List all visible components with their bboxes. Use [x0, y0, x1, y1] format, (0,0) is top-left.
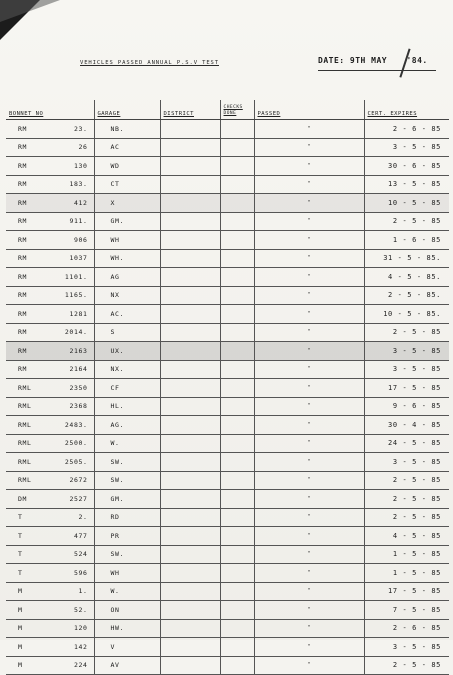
header-passed: PASSED — [254, 100, 364, 120]
checks-done-cell — [220, 638, 254, 657]
table-row — [6, 582, 449, 601]
district-cell — [160, 231, 220, 250]
garage-cell: AC — [94, 138, 160, 157]
bonnet-no-cell — [6, 582, 94, 601]
passed-cell: " — [254, 194, 364, 213]
checks-done-cell — [220, 194, 254, 213]
cert-expires-cell: 4 - 5 - 85 — [364, 527, 449, 546]
table-row — [6, 231, 449, 250]
checks-done-cell — [220, 490, 254, 509]
bonnet-no-cell — [6, 194, 94, 213]
cert-expires-cell: 17 - 5 - 85 — [364, 582, 449, 601]
bonnet-no-cell — [6, 397, 94, 416]
bonnet-number: 596 — [73, 568, 88, 577]
bonnet-no-cell — [6, 249, 94, 268]
bonnet-prefix: M — [18, 624, 23, 633]
date-label: DATE: 9TH MAY — [318, 56, 388, 65]
district-cell — [160, 434, 220, 453]
district-cell — [160, 194, 220, 213]
bonnet-number: 2672 — [69, 476, 88, 485]
district-cell — [160, 397, 220, 416]
passed-cell: " — [254, 379, 364, 398]
bonnet-no-cell — [6, 656, 94, 675]
table-row — [6, 397, 449, 416]
garage-cell: SW. — [94, 453, 160, 472]
district-cell — [160, 638, 220, 657]
district-cell — [160, 212, 220, 231]
district-cell — [160, 656, 220, 675]
garage-cell: WH. — [94, 249, 160, 268]
passed-cell: " — [254, 564, 364, 583]
table-row — [6, 601, 449, 620]
passed-cell: " — [254, 471, 364, 490]
table-row — [6, 212, 449, 231]
bonnet-no-cell — [6, 305, 94, 324]
cert-expires-cell: 2 - 5 - 85 — [364, 656, 449, 675]
table-body — [6, 120, 449, 675]
cert-expires-cell: 10 - 5 - 85. — [364, 305, 449, 324]
district-cell — [160, 249, 220, 268]
passed-cell: " — [254, 323, 364, 342]
garage-cell: W. — [94, 582, 160, 601]
passed-cell: " — [254, 360, 364, 379]
bonnet-prefix: M — [18, 661, 23, 670]
cert-expires-cell: 2 - 6 - 85 — [364, 120, 449, 139]
bonnet-number: 2164 — [69, 365, 88, 374]
bonnet-prefix: RML — [18, 383, 32, 392]
passed-cell: " — [254, 527, 364, 546]
passed-cell: " — [254, 286, 364, 305]
checks-done-cell — [220, 212, 254, 231]
checks-done-cell — [220, 397, 254, 416]
checks-done-cell — [220, 416, 254, 435]
passed-cell: " — [254, 175, 364, 194]
table-row — [6, 268, 449, 287]
garage-cell: GM. — [94, 212, 160, 231]
passed-cell: " — [254, 138, 364, 157]
table-row — [6, 249, 449, 268]
bonnet-number: 2014. — [64, 328, 88, 337]
bonnet-no-cell — [6, 453, 94, 472]
checks-done-cell — [220, 231, 254, 250]
passed-cell: " — [254, 305, 364, 324]
checks-done-cell — [220, 434, 254, 453]
district-cell — [160, 545, 220, 564]
bonnet-number: 477 — [73, 531, 88, 540]
bonnet-number: 2163 — [69, 346, 88, 355]
header-district: DISTRICT — [160, 100, 220, 120]
cert-expires-cell: 2 - 6 - 85 — [364, 619, 449, 638]
checks-done-cell — [220, 138, 254, 157]
garage-cell: W. — [94, 434, 160, 453]
bonnet-number: 1. — [78, 587, 88, 596]
cert-expires-cell: 2 - 5 - 85 — [364, 508, 449, 527]
header-garage: GARAGE — [94, 100, 160, 120]
checks-done-cell — [220, 175, 254, 194]
checks-done-cell — [220, 342, 254, 361]
bonnet-no-cell — [6, 527, 94, 546]
bonnet-number: 120 — [73, 624, 88, 633]
bonnet-prefix: RML — [18, 457, 32, 466]
garage-cell: V — [94, 638, 160, 657]
passed-cell: " — [254, 397, 364, 416]
bonnet-prefix: T — [18, 531, 23, 540]
bonnet-prefix: RM — [18, 124, 28, 133]
passed-cell: " — [254, 545, 364, 564]
bonnet-prefix: RM — [18, 180, 28, 189]
bonnet-prefix: RM — [18, 309, 28, 318]
table-row — [6, 564, 449, 583]
garage-cell: SW. — [94, 545, 160, 564]
table-row — [6, 286, 449, 305]
passed-cell: " — [254, 231, 364, 250]
district-cell — [160, 286, 220, 305]
bonnet-no-cell — [6, 638, 94, 657]
table-row — [6, 471, 449, 490]
cert-expires-cell: 1 - 5 - 85 — [364, 564, 449, 583]
bonnet-number: 524 — [73, 550, 88, 559]
garage-cell: X — [94, 194, 160, 213]
bonnet-prefix: RML — [18, 402, 32, 411]
district-cell — [160, 564, 220, 583]
bonnet-prefix: RM — [18, 235, 28, 244]
checks-done-cell — [220, 379, 254, 398]
checks-done-cell — [220, 120, 254, 139]
table-row — [6, 656, 449, 675]
district-cell — [160, 527, 220, 546]
cert-expires-cell: 3 - 5 - 85 — [364, 360, 449, 379]
district-cell — [160, 360, 220, 379]
garage-cell: WH — [94, 231, 160, 250]
bonnet-no-cell — [6, 286, 94, 305]
district-cell — [160, 601, 220, 620]
garage-cell: HL. — [94, 397, 160, 416]
bonnet-prefix: T — [18, 550, 23, 559]
passed-cell: " — [254, 490, 364, 509]
header-checks-done: CHECKS DONE — [220, 100, 254, 120]
cert-expires-cell: 13 - 5 - 85 — [364, 175, 449, 194]
cert-expires-cell: 10 - 5 - 85 — [364, 194, 449, 213]
passed-cell: " — [254, 601, 364, 620]
table-row — [6, 120, 449, 139]
district-cell — [160, 582, 220, 601]
checks-done-cell — [220, 582, 254, 601]
table-row — [6, 342, 449, 361]
bonnet-no-cell — [6, 619, 94, 638]
district-cell — [160, 508, 220, 527]
bonnet-number: 1037 — [69, 254, 88, 263]
district-cell — [160, 619, 220, 638]
bonnet-number: 412 — [73, 198, 88, 207]
bonnet-number: 130 — [73, 161, 88, 170]
garage-cell: NX. — [94, 360, 160, 379]
bonnet-no-cell — [6, 416, 94, 435]
bonnet-prefix: RM — [18, 365, 28, 374]
bonnet-prefix: T — [18, 568, 23, 577]
checks-done-cell — [220, 157, 254, 176]
bonnet-number: 1101. — [64, 272, 88, 281]
garage-cell: WH — [94, 564, 160, 583]
bonnet-no-cell — [6, 120, 94, 139]
table-row — [6, 545, 449, 564]
garage-cell: AC. — [94, 305, 160, 324]
cert-expires-cell: 1 - 6 - 85 — [364, 231, 449, 250]
garage-cell: CF — [94, 379, 160, 398]
cert-expires-cell: 24 - 5 - 85 — [364, 434, 449, 453]
passed-cell: " — [254, 638, 364, 657]
table-row — [6, 508, 449, 527]
passed-cell: " — [254, 434, 364, 453]
bonnet-number: 2483. — [64, 420, 88, 429]
cert-expires-cell: 17 - 5 - 85 — [364, 379, 449, 398]
district-cell — [160, 175, 220, 194]
table-row — [6, 434, 449, 453]
cert-expires-cell: 2 - 5 - 85. — [364, 286, 449, 305]
bonnet-number: 2500. — [64, 439, 88, 448]
district-cell — [160, 342, 220, 361]
checks-done-cell — [220, 564, 254, 583]
cert-expires-cell: 1 - 5 - 85 — [364, 545, 449, 564]
bonnet-number: 2527 — [69, 494, 88, 503]
checks-done-cell — [220, 471, 254, 490]
garage-cell: AV — [94, 656, 160, 675]
bonnet-prefix: DM — [18, 494, 28, 503]
checks-done-cell — [220, 545, 254, 564]
bonnet-prefix: RM — [18, 198, 28, 207]
checks-done-cell — [220, 305, 254, 324]
bonnet-no-cell — [6, 268, 94, 287]
passed-cell: " — [254, 453, 364, 472]
bonnet-number: 1281 — [69, 309, 88, 318]
checks-done-cell — [220, 360, 254, 379]
table-row — [6, 138, 449, 157]
table-row — [6, 416, 449, 435]
passed-cell: " — [254, 619, 364, 638]
bonnet-number: 224 — [73, 661, 88, 670]
bonnet-prefix: RM — [18, 161, 28, 170]
bonnet-no-cell — [6, 490, 94, 509]
bonnet-prefix: RML — [18, 439, 32, 448]
checks-done-cell — [220, 619, 254, 638]
bonnet-number: 906 — [73, 235, 88, 244]
bonnet-prefix: RM — [18, 254, 28, 263]
bonnet-no-cell — [6, 157, 94, 176]
document-date — [318, 56, 443, 65]
cert-expires-cell: 31 - 5 - 85. — [364, 249, 449, 268]
bonnet-number: 1165. — [64, 291, 88, 300]
date-year: '84. — [406, 56, 428, 65]
cert-expires-cell: 30 - 4 - 85 — [364, 416, 449, 435]
passed-cell: " — [254, 342, 364, 361]
passed-cell: " — [254, 120, 364, 139]
bonnet-number: 911. — [69, 217, 88, 226]
district-cell — [160, 305, 220, 324]
table-row — [6, 157, 449, 176]
table-header-row — [6, 100, 449, 120]
scan-corner-fold — [0, 0, 60, 22]
garage-cell: UX. — [94, 342, 160, 361]
bonnet-no-cell — [6, 138, 94, 157]
passed-cell: " — [254, 656, 364, 675]
district-cell — [160, 379, 220, 398]
checks-done-cell — [220, 656, 254, 675]
bonnet-no-cell — [6, 323, 94, 342]
passed-cell: " — [254, 416, 364, 435]
cert-expires-cell: 2 - 5 - 85 — [364, 212, 449, 231]
district-cell — [160, 268, 220, 287]
garage-cell: CT — [94, 175, 160, 194]
bonnet-prefix: RML — [18, 476, 32, 485]
date-underline — [318, 70, 436, 71]
bonnet-no-cell — [6, 564, 94, 583]
district-cell — [160, 490, 220, 509]
bonnet-no-cell — [6, 212, 94, 231]
garage-cell: WD — [94, 157, 160, 176]
header-bonnet-no: BONNET NO — [6, 100, 94, 120]
garage-cell: S — [94, 323, 160, 342]
bonnet-no-cell — [6, 379, 94, 398]
district-cell — [160, 453, 220, 472]
bonnet-no-cell — [6, 508, 94, 527]
garage-cell: NX — [94, 286, 160, 305]
district-cell — [160, 323, 220, 342]
table-row — [6, 638, 449, 657]
passed-cell: " — [254, 249, 364, 268]
table-row — [6, 323, 449, 342]
table-row — [6, 527, 449, 546]
cert-expires-cell: 3 - 5 - 85 — [364, 138, 449, 157]
garage-cell: AG — [94, 268, 160, 287]
bonnet-prefix: RM — [18, 346, 28, 355]
cert-expires-cell: 7 - 5 - 85 — [364, 601, 449, 620]
bonnet-number: 23. — [73, 124, 88, 133]
table-row — [6, 305, 449, 324]
checks-done-cell — [220, 601, 254, 620]
garage-cell: PR — [94, 527, 160, 546]
checks-done-cell — [220, 286, 254, 305]
table-row — [6, 175, 449, 194]
garage-cell: SW. — [94, 471, 160, 490]
bonnet-number: 52. — [73, 605, 88, 614]
passed-cell: " — [254, 212, 364, 231]
bonnet-number: 183. — [69, 180, 88, 189]
checks-done-cell — [220, 249, 254, 268]
bonnet-no-cell — [6, 601, 94, 620]
bonnet-number: 26 — [78, 143, 88, 152]
bonnet-number: 2. — [78, 513, 88, 522]
checks-done-cell — [220, 453, 254, 472]
cert-expires-cell: 9 - 6 - 85 — [364, 397, 449, 416]
bonnet-no-cell — [6, 471, 94, 490]
bonnet-number: 142 — [73, 642, 88, 651]
cert-expires-cell: 4 - 5 - 85. — [364, 268, 449, 287]
district-cell — [160, 157, 220, 176]
bonnet-prefix: T — [18, 513, 23, 522]
vehicle-test-table — [6, 100, 449, 675]
garage-cell: HW. — [94, 619, 160, 638]
bonnet-prefix: M — [18, 587, 23, 596]
garage-cell: GM. — [94, 490, 160, 509]
bonnet-no-cell — [6, 231, 94, 250]
cert-expires-cell: 3 - 5 - 85 — [364, 638, 449, 657]
bonnet-no-cell — [6, 360, 94, 379]
bonnet-prefix: RM — [18, 272, 28, 281]
bonnet-no-cell — [6, 175, 94, 194]
district-cell — [160, 120, 220, 139]
passed-cell: " — [254, 582, 364, 601]
garage-cell: ON — [94, 601, 160, 620]
checks-done-cell — [220, 268, 254, 287]
bonnet-prefix: M — [18, 605, 23, 614]
table-row — [6, 619, 449, 638]
bonnet-number: 2350 — [69, 383, 88, 392]
checks-done-cell — [220, 508, 254, 527]
bonnet-prefix: RM — [18, 291, 28, 300]
cert-expires-cell: 3 - 5 - 85 — [364, 342, 449, 361]
checks-done-cell — [220, 323, 254, 342]
table-row — [6, 453, 449, 472]
bonnet-prefix: M — [18, 642, 23, 651]
garage-cell: NB. — [94, 120, 160, 139]
document-title: VEHICLES PASSED ANNUAL P.S.V TEST — [80, 60, 219, 66]
cert-expires-cell: 2 - 5 - 85 — [364, 323, 449, 342]
table-row — [6, 360, 449, 379]
cert-expires-cell: 2 - 5 - 85 — [364, 471, 449, 490]
garage-cell: RD — [94, 508, 160, 527]
bonnet-number: 2505. — [64, 457, 88, 466]
table-row — [6, 379, 449, 398]
passed-cell: " — [254, 508, 364, 527]
district-cell — [160, 416, 220, 435]
cert-expires-cell: 3 - 5 - 85 — [364, 453, 449, 472]
bonnet-number: 2368 — [69, 402, 88, 411]
passed-cell: " — [254, 268, 364, 287]
table-row — [6, 490, 449, 509]
bonnet-no-cell — [6, 434, 94, 453]
bonnet-prefix: RM — [18, 328, 28, 337]
district-cell — [160, 138, 220, 157]
checks-done-cell — [220, 527, 254, 546]
district-cell — [160, 471, 220, 490]
header-cert-expires: CERT. EXPIRES — [364, 100, 449, 120]
bonnet-no-cell — [6, 545, 94, 564]
cert-expires-cell: 2 - 5 - 85 — [364, 490, 449, 509]
table-row — [6, 194, 449, 213]
bonnet-no-cell — [6, 342, 94, 361]
cert-expires-cell: 30 - 6 - 85 — [364, 157, 449, 176]
bonnet-prefix: RML — [18, 420, 32, 429]
bonnet-prefix: RM — [18, 217, 28, 226]
passed-cell: " — [254, 157, 364, 176]
garage-cell: AG. — [94, 416, 160, 435]
bonnet-prefix: RM — [18, 143, 28, 152]
